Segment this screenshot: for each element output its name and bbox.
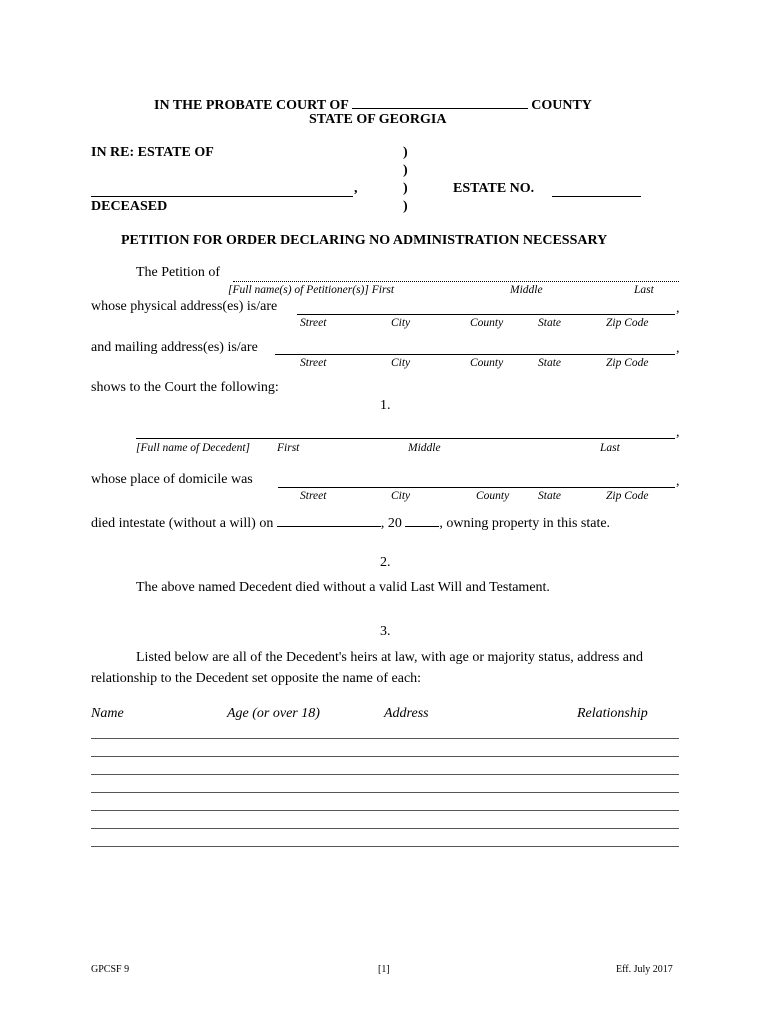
estate-no-field[interactable] [552, 196, 641, 197]
decedent-first-caption: First [277, 442, 300, 454]
physical-state-caption: State [538, 317, 561, 329]
physical-city-caption: City [391, 317, 411, 329]
section-2-number: 2. [380, 555, 391, 570]
section-2-text: The above named Decedent died without a valid Last Will and Testament. [136, 580, 550, 595]
heirs-col-name: Name [91, 706, 124, 721]
petitioner-middle-caption: Middle [510, 284, 543, 296]
heirs-col-address: Address [384, 706, 429, 721]
physical-zip-caption: Zip Code [606, 317, 649, 329]
form-title: PETITION FOR ORDER DECLARING NO ADMINISTRATION NECESSARY [121, 233, 608, 248]
heir-row-line[interactable] [91, 774, 679, 775]
shows-label: shows to the Court the following: [91, 380, 279, 395]
court-title-line [154, 94, 592, 114]
physical-address-field[interactable] [297, 314, 675, 315]
physical-county-caption: County [470, 317, 504, 329]
decedent-name-caption: [Full name of Decedent] [136, 442, 251, 454]
died-intestate-line [91, 512, 610, 532]
paren-3: ) [403, 181, 408, 196]
paren-2: ) [403, 163, 408, 178]
died-suffix: , owning property in this state. [439, 516, 611, 531]
petitioner-last-caption: Last [634, 284, 654, 296]
mailing-county-caption: County [470, 357, 504, 369]
decedent-full-name-field[interactable] [136, 438, 675, 439]
decedent-comma: , [354, 181, 358, 196]
physical-street-caption: Street [300, 317, 327, 329]
form-id: GPCSF 9 [91, 964, 130, 975]
page-number: [1] [378, 964, 390, 975]
mailing-address-comma: , [676, 341, 680, 356]
heir-row-line[interactable] [91, 756, 679, 757]
domicile-label: whose place of domicile was [91, 472, 253, 487]
mailing-address-field[interactable] [275, 354, 675, 355]
paren-1: ) [403, 145, 408, 160]
paren-4: ) [403, 199, 408, 214]
county-field[interactable] [352, 94, 528, 109]
mailing-address-label: and mailing address(es) is/are [91, 340, 258, 355]
mailing-zip-caption: Zip Code [606, 357, 649, 369]
domicile-state-caption: State [538, 490, 561, 502]
decedent-full-name-comma: , [676, 425, 680, 440]
domicile-field[interactable] [278, 487, 675, 488]
decedent-middle-caption: Middle [408, 442, 441, 454]
section-3-number: 3. [380, 624, 391, 639]
died-year-prefix: , 20 [380, 516, 402, 531]
petitioner-name-field[interactable] [233, 281, 679, 282]
in-re-label: IN RE: ESTATE OF [91, 145, 214, 160]
death-year-field[interactable] [405, 512, 439, 527]
died-prefix: died intestate (without a will) on [91, 516, 274, 531]
heir-row-line[interactable] [91, 810, 679, 811]
domicile-zip-caption: Zip Code [606, 490, 649, 502]
heir-row-line[interactable] [91, 846, 679, 847]
domicile-county-caption: County [476, 490, 510, 502]
mailing-street-caption: Street [300, 357, 327, 369]
heir-row-line[interactable] [91, 738, 679, 739]
heirs-col-relationship: Relationship [577, 706, 648, 721]
estate-no-label: ESTATE NO. [453, 181, 535, 196]
heir-row-line[interactable] [91, 792, 679, 793]
mailing-city-caption: City [391, 357, 411, 369]
section-3-text-line-1: Listed below are all of the Decedent's heirs at law, with age or majority status, address and [136, 650, 644, 665]
court-prefix: IN THE PROBATE COURT OF [154, 98, 349, 113]
heirs-col-age: Age (or over 18) [227, 706, 320, 721]
court-suffix: COUNTY [531, 98, 592, 113]
deceased-label: DECEASED [91, 199, 168, 214]
state-title: STATE OF GEORGIA [309, 112, 447, 127]
heir-row-line[interactable] [91, 828, 679, 829]
petitioner-name-caption: [Full name(s) of Petitioner(s)] First [228, 284, 395, 296]
effective-date: Eff. July 2017 [616, 964, 673, 975]
section-3-text-line-2: relationship to the Decedent set opposite the name of each: [91, 671, 422, 686]
domicile-comma: , [676, 474, 680, 489]
decedent-name-field[interactable] [91, 196, 353, 197]
petition-of-label: The Petition of [136, 265, 220, 280]
section-1-number: 1. [380, 398, 391, 413]
death-date-field[interactable] [277, 512, 381, 527]
decedent-last-caption: Last [600, 442, 620, 454]
mailing-state-caption: State [538, 357, 561, 369]
domicile-city-caption: City [391, 490, 411, 502]
domicile-street-caption: Street [300, 490, 327, 502]
physical-address-label: whose physical address(es) is/are [91, 299, 278, 314]
physical-address-comma: , [676, 301, 680, 316]
